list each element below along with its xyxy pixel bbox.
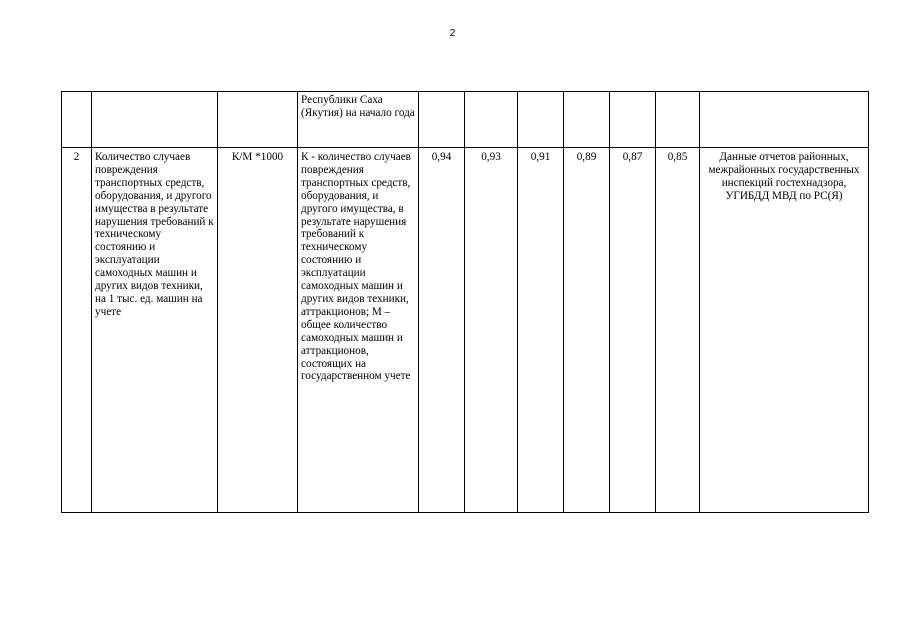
value-cell: [564, 92, 610, 148]
description-cell: Республики Саха (Якутия) на начало года: [298, 92, 419, 148]
value-cell: [465, 92, 518, 148]
indicator-name-cell: [92, 92, 218, 148]
table-row: [62, 92, 869, 148]
value-cell: [610, 92, 656, 148]
value-cell: 0,85: [656, 148, 700, 513]
value-cell: 0,91: [518, 148, 564, 513]
value-cell: 0,94: [419, 148, 465, 513]
page-number: 2: [449, 28, 456, 39]
row-number-cell: [62, 92, 92, 148]
indicator-name-cell: Количество случаев повреждения транспортных средств, оборудования, и другого имущества в результате нарушения требований к техническому состоянию и эксплуатации самоходных машин и других видов техники, на 1 тыс. ед. машин на учете: [92, 148, 218, 513]
value-cell: 0,93: [465, 148, 518, 513]
value-cell: [656, 92, 700, 148]
indicator-table: [61, 91, 869, 513]
source-cell: Данные отчетов районных, межрайонных государственных инспекций гостехнадзора, УГИБДД МВД по РС(Я): [700, 148, 869, 513]
value-cell: [518, 92, 564, 148]
table-row: [62, 148, 869, 513]
formula-cell: К/М *1000: [218, 148, 298, 513]
value-cell: [419, 92, 465, 148]
value-cell: 0,87: [610, 148, 656, 513]
row-number-cell: 2: [62, 148, 92, 513]
formula-cell: [218, 92, 298, 148]
value-cell: 0,89: [564, 148, 610, 513]
source-cell: [700, 92, 869, 148]
description-cell: К - количество случаев повреждения транспортных средств, оборудования, и другого имущества, в результате нарушения требований к техническому состоянию и эксплуатации самоходных машин и других видов техники, аттракционов; М – общее количество самоходных машин и аттракционов, состоящих на государственном учете: [298, 148, 419, 513]
